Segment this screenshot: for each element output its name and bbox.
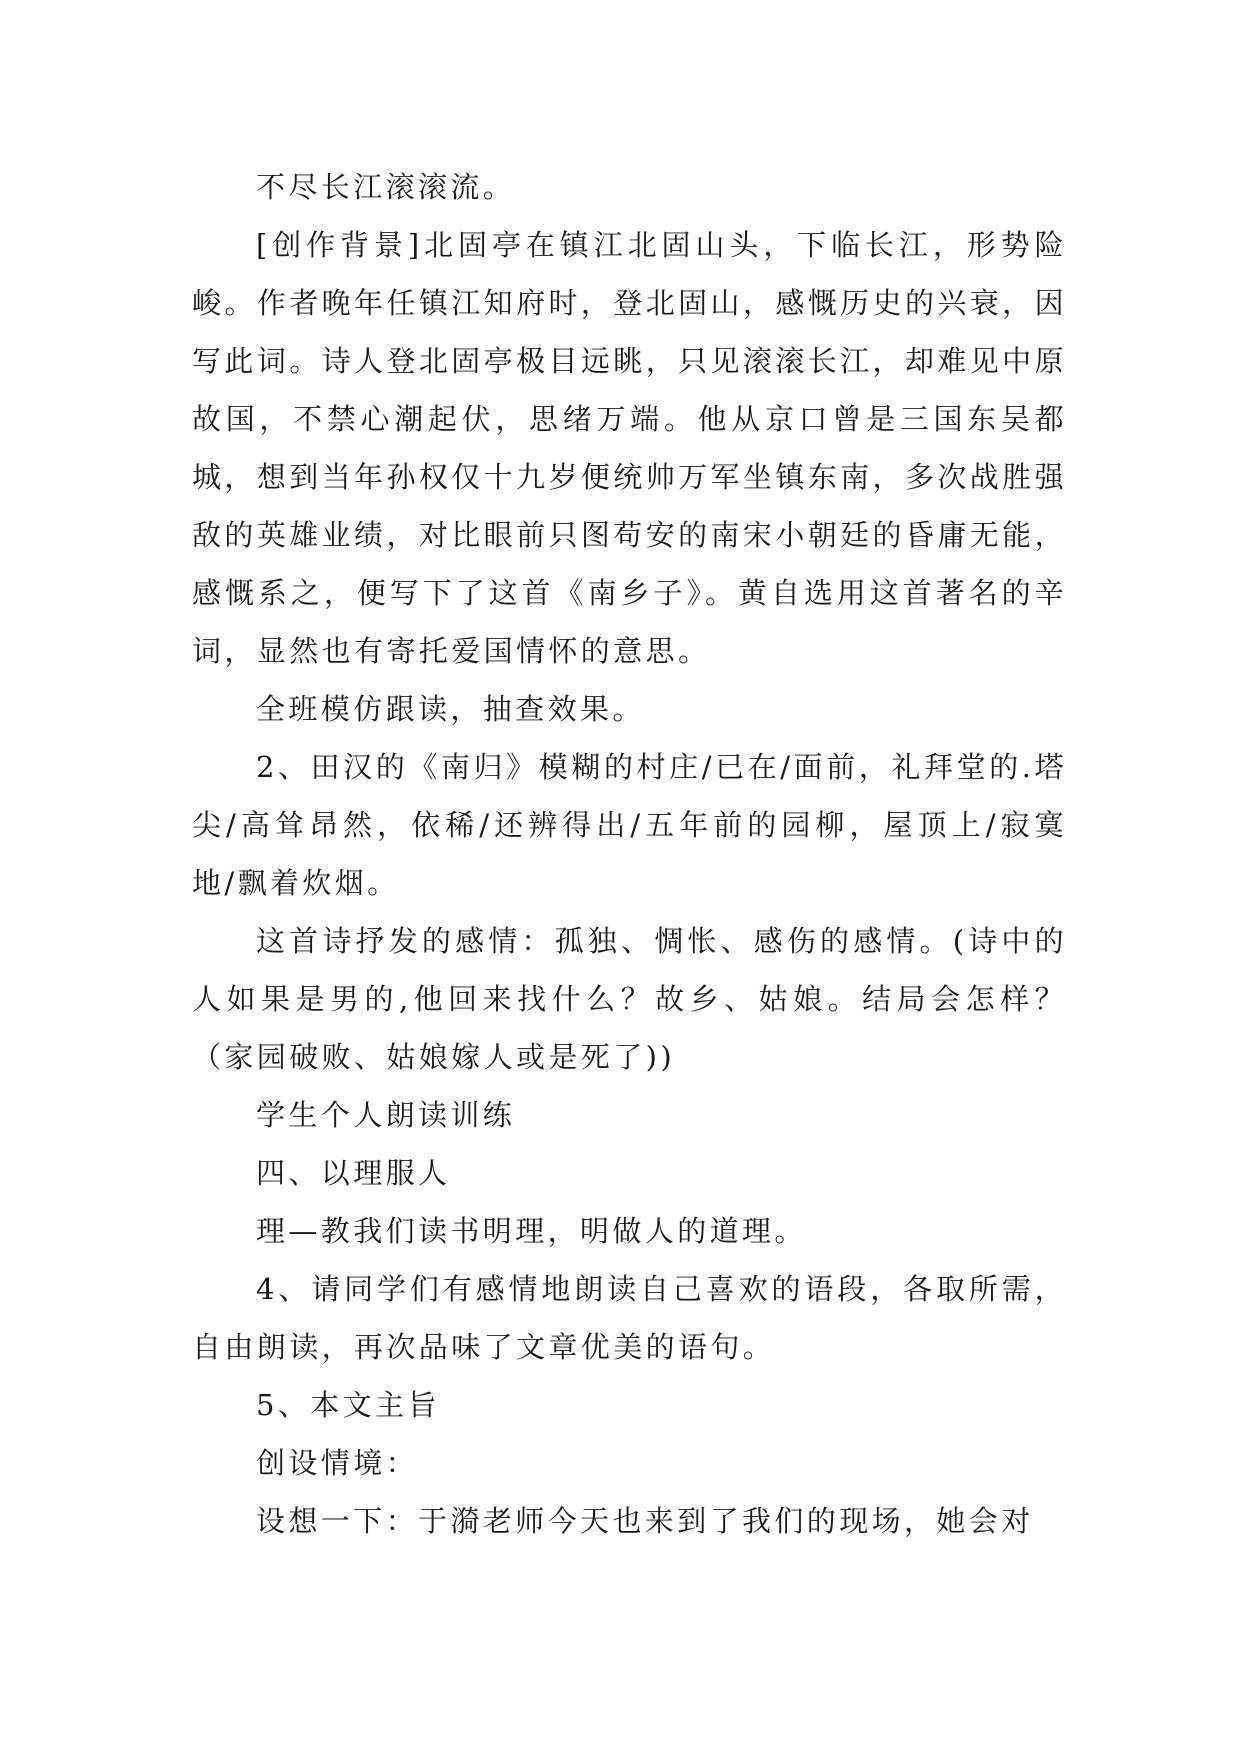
paragraph: 四、以理服人 [256,1156,451,1190]
paragraph: 全班模仿跟读，抽查效果。 [256,692,645,726]
paragraph: 设想一下：于漪老师今天也来到了我们的现场，她会对 [256,1504,1034,1538]
paragraph: 创设情境： [256,1446,419,1480]
paragraph: 4、请同学们有感情地朗读自己喜欢的语段，各取所需，自由朗读，再次品味了文章优美的语句。 [192,1272,1067,1364]
paragraph: 不尽长江滚滚流。 [256,170,516,204]
paragraph: 这首诗抒发的感情：孤独、惆怅、感伤的感情。(诗中的人如果是男的,他回来找什么？故乡、姑娘。结局会怎样？（家园破败、姑娘嫁人或是死了)) [192,924,1067,1074]
paragraph: 理—教我们读书明理，明做人的道理。 [256,1214,807,1248]
paragraph: [创作背景]北固亭在镇江北固山头，下临长江，形势险峻。作者晚年任镇江知府时，登北固山，感慨历史的兴衰，因写此词。诗人登北固亭极目远眺，只见滚滚长江，却难见中原故国，不禁心潮起伏，思绪万端。他从京口曾是三国东吴都城，想到当年孙权仅十九岁便统帅万军坐镇东南，多次战胜强敌的英雄业绩，对比眼前只图苟安的南宋小朝廷的昏庸无能，感慨系之，便写下了这首《南乡子》。黄自选用这首著名的辛词，显然也有寄托爱国情怀的意思。 [192,228,1067,668]
paragraph: 2、田汉的《南归》模糊的村庄/已在/面前，礼拜堂的.塔尖/高耸昂然，依稀/还辨得出/五年前的园柳，屋顶上/寂寞地/飘着炊烟。 [192,750,1067,900]
document-body [192,158,1067,1550]
paragraph: 学生个人朗读训练 [256,1098,516,1132]
paragraph: 5、本文主旨 [256,1388,440,1422]
